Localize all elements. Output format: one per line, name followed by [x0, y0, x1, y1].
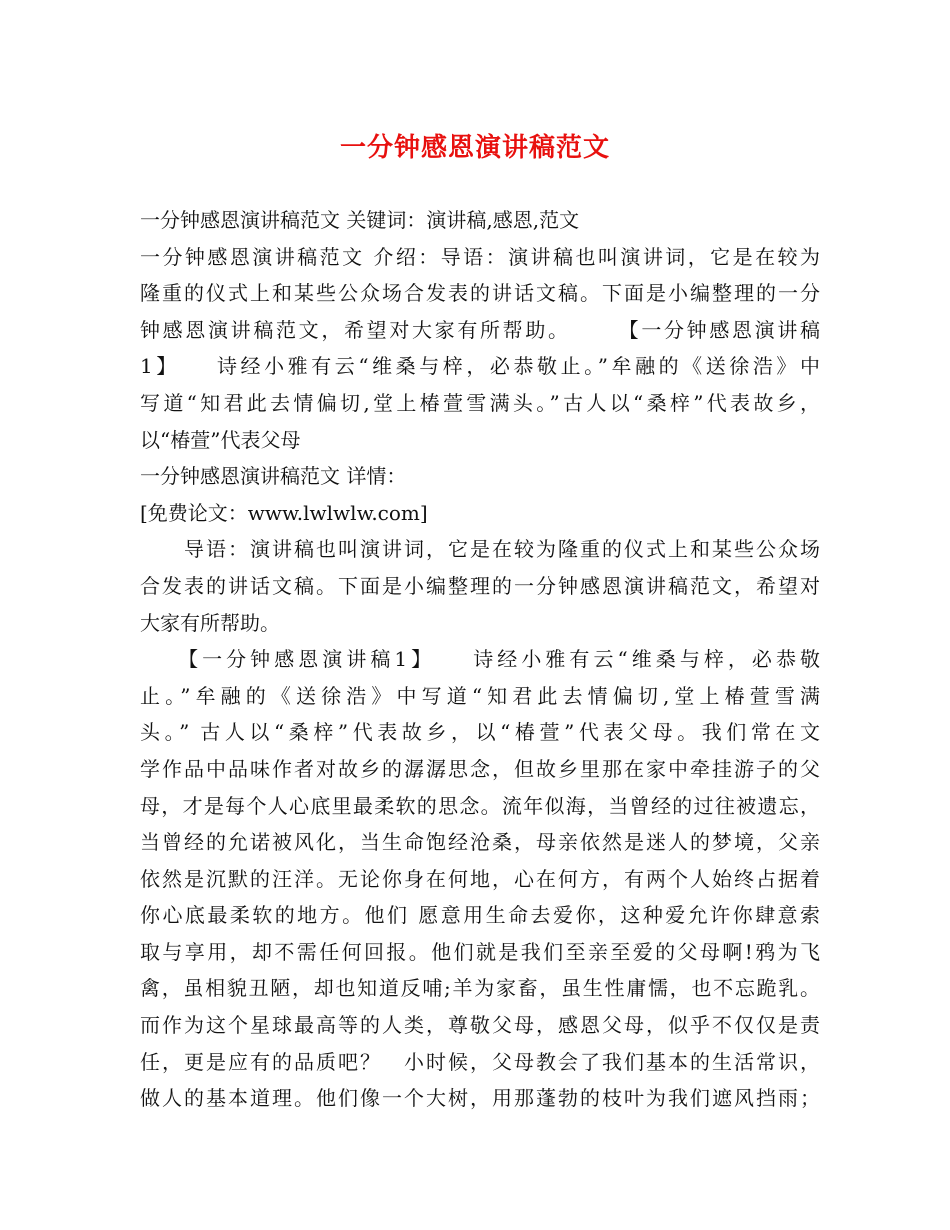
paragraph-line: 当曾经的允诺被风化，当生命饱经沧桑，母亲依然是迷人的梦境，父亲 [140, 830, 820, 855]
paragraph-line: 头。” 古人以“桑梓”代表故乡，以“椿萱”代表父母。我们常在文 [140, 720, 820, 745]
paragraph-line: 取与享用，却不需任何回报。他们就是我们至亲至爱的父母啊!鸦为飞 [140, 939, 820, 964]
intro-line-6: 以“椿萱”代表父母 [140, 427, 301, 452]
paragraph-line: 禽，虽相貌丑陋，却也知道反哺;羊为家畜，虽生性庸懦，也不忘跪乳。 [140, 976, 820, 1001]
paragraph-line: 【一分钟感恩演讲稿1】 诗经小雅有云“维桑与梓，必恭敬 [140, 647, 820, 672]
intro-line-4: 1】 诗经小雅有云“维桑与梓，必恭敬止。”牟融的《送徐浩》中 [140, 354, 820, 379]
paragraph-line: 学作品中品味作者对故乡的潺潺思念，但故乡里那在家中牵挂游子的父 [140, 756, 820, 781]
paragraph-line: 导语：演讲稿也叫演讲词，它是在较为隆重的仪式上和某些公众场 [140, 537, 820, 562]
paragraph-line: 依然是沉默的汪洋。无论你身在何地，心在何方，有两个人始终占据着 [140, 866, 820, 891]
document-body [140, 202, 820, 1117]
paragraph-line: 而作为这个星球最高等的人类，尊敬父母，感恩父母，似乎不仅仅是责 [140, 1013, 820, 1038]
paragraph-line: 母，才是每个人心底里最柔软的思念。流年似海，当曾经的过往被遗忘， [140, 793, 820, 818]
paragraph-line: 止。”牟融的《送徐浩》中写道“知君此去情偏切,堂上椿萱雪满 [140, 683, 820, 708]
source-note: [免费论文：www.lwlwlw.com] [140, 500, 428, 525]
intro-line-5: 写道“知君此去情偏切,堂上椿萱雪满头。”古人以“桑梓”代表故乡， [140, 390, 820, 415]
intro-line-3: 钟感恩演讲稿范文，希望对大家有所帮助。 【一分钟感恩演讲稿 [140, 317, 820, 342]
intro-line-1: 一分钟感恩演讲稿范文 介绍：导语：演讲稿也叫演讲词，它是在较为 [140, 244, 820, 269]
paragraph-line: 做人的基本道理。他们像一个大树，用那蓬勃的枝叶为我们遮风挡雨； [140, 1086, 820, 1111]
paragraph-line: 合发表的讲话文稿。下面是小编整理的一分钟感恩演讲稿范文，希望对 [140, 573, 820, 598]
paragraph-line: 大家有所帮助。 [140, 610, 280, 635]
document-title: 一分钟感恩演讲稿范文 [339, 133, 610, 163]
details-heading: 一分钟感恩演讲稿范文 详情： [140, 464, 407, 489]
keywords-line: 一分钟感恩演讲稿范文 关键词：演讲稿,感恩,范文 [140, 208, 580, 232]
intro-line-2: 隆重的仪式上和某些公众场合发表的讲话文稿。下面是小编整理的一分 [140, 281, 820, 306]
paragraph-line: 任，更是应有的品质吧？ 小时候，父母教会了我们基本的生活常识， [140, 1049, 820, 1074]
paragraph-line: 你心底最柔软的地方。他们 愿意用生命去爱你，这种爱允许你肆意索 [140, 903, 820, 928]
